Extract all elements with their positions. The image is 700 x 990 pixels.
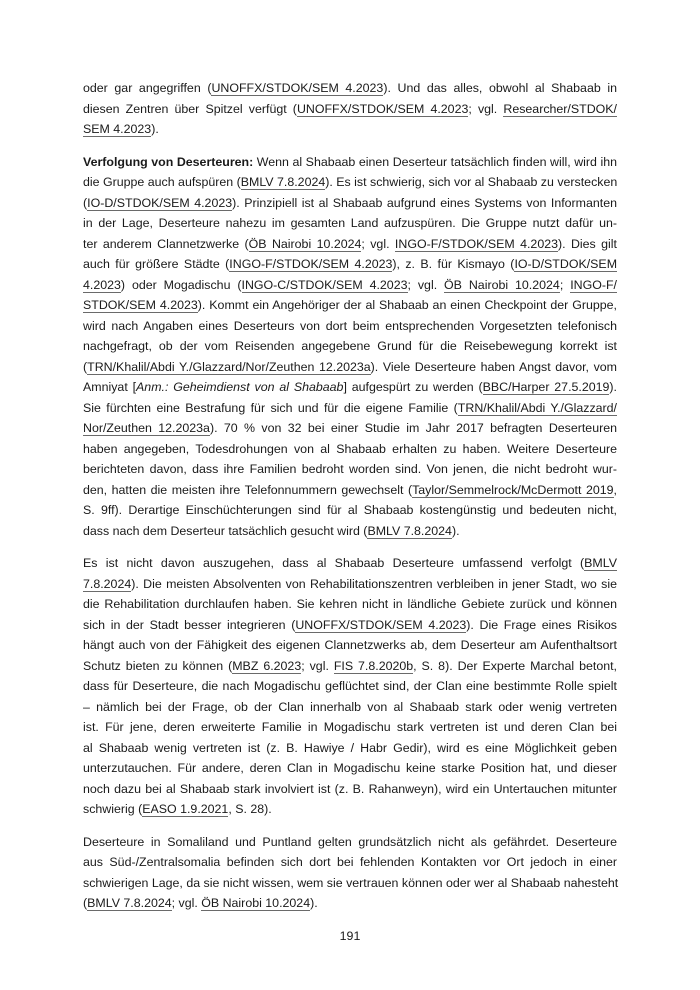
text-run: Es ist nicht davon auszugehen, dass al Shabaab Deserteure umfassend verfolgt ( [83, 556, 585, 570]
text-line [83, 656, 617, 677]
text-run: die Rehabilitation durchlaufen haben. Sie kehren nicht in ländliche Gebiete zurück und können [83, 597, 617, 611]
text-line [83, 697, 617, 718]
text-line [83, 193, 617, 214]
text-run: dass nach dem Deserteur tatsächlich gesucht wird ( [83, 523, 368, 538]
source-citation-link[interactable]: Researcher/STDOK/ [503, 101, 617, 116]
text-run: aus Süd-/Zentralsomalia befinden sich dort bei fehlenden Kontakten vor Ort jedoch in einer [83, 855, 617, 869]
text-run: Wenn al Shabaab einen Deserteur tatsächlich finden will, wird ihn [253, 154, 618, 169]
text-line [83, 676, 617, 697]
text-run: ). [609, 380, 617, 394]
source-citation-link[interactable]: INGO-C/STDOK/SEM 4.2023 [241, 277, 408, 292]
text-run: ). Kommt ein Angehöriger der al Shabaab an einen Checkpoint der Gruppe, [197, 298, 617, 312]
source-citation-link[interactable]: TRN/Khalil/Abdi Y./Glazzard/ [457, 400, 617, 415]
text-run: , S. 8). Der Experte Marchal betont, [413, 658, 618, 673]
text-run: haben angegeben, Todesdrohungen von al Shabaab erhalten zu haben. Weitere Deserteure [83, 441, 617, 456]
source-citation-link[interactable]: BMLV 7.8.2024 [87, 896, 172, 910]
text-line [83, 480, 617, 501]
source-citation-link[interactable]: UNOFFX/STDOK/SEM 4.2023 [296, 101, 469, 116]
text-run: wird nach Angaben eines Deserteurs von dort beim entsprechenden Vorgesetzten telefonisch [83, 318, 617, 333]
text-line [83, 758, 617, 779]
source-citation-link[interactable]: IO-D/STDOK/SEM [514, 257, 618, 271]
text-run: unterzutauchen. Für andere, deren Clan in Mogadischu keine starke Position hat, und dieser [83, 761, 617, 775]
text-line [83, 398, 617, 419]
text-line [83, 615, 617, 636]
paragraph [83, 553, 617, 820]
source-citation-link[interactable]: UNOFFX/STDOK/SEM 4.2023 [211, 81, 384, 95]
source-citation-link[interactable]: STDOK/SEM 4.2023 [83, 298, 198, 312]
text-line [83, 799, 617, 820]
source-citation-link[interactable]: BBC/Harper 27.5.2019 [482, 380, 610, 394]
text-line [83, 213, 617, 234]
text-run: hängt auch von der Fähigkeit des eigenen Clannetzwerks ab, dem Deserteur am Aufenthaltsort [83, 638, 617, 652]
text-line [83, 521, 617, 542]
source-citation-link[interactable]: BMLV [584, 556, 617, 570]
text-line [83, 738, 617, 759]
text-line [83, 78, 617, 99]
annotation-text: Anm.: Geheimdienst von al Shabaab [136, 380, 344, 394]
text-line [83, 295, 617, 316]
text-run: ( [83, 195, 88, 210]
text-line [83, 500, 617, 521]
text-run: ). Viele Deserteure haben Angst davor, vom [370, 359, 617, 374]
text-line [83, 357, 617, 378]
text-line [83, 893, 617, 914]
text-run: ) oder Mogadischu ( [120, 277, 242, 292]
text-run: dass für Deserteure, die nach Mogadischu geflüchtet sind, der Clan eine bestimmte Rolle spielt [83, 679, 617, 693]
text-run: ). Es ist schwierig, sich vor al Shabaab zu verstecken [325, 175, 618, 189]
text-line [83, 439, 617, 460]
source-citation-link[interactable]: INGO-F/STDOK/SEM 4.2023 [394, 236, 558, 251]
text-line [83, 852, 617, 873]
text-line [83, 172, 617, 193]
source-citation-link[interactable]: ÖB Nairobi 10.2024 [444, 277, 560, 292]
page-number: 191 [339, 929, 361, 943]
text-run: schwierig ( [83, 802, 143, 816]
text-run: ] aufgespürt zu werden ( [343, 380, 483, 394]
text-run: ter anderem Clannetzwerke ( [83, 236, 249, 251]
text-run: oder gar angegriffen ( [83, 81, 212, 95]
text-run: ). Die Frage eines Risikos [466, 617, 617, 632]
text-line [83, 459, 617, 480]
source-citation-link[interactable]: IO-D/STDOK/SEM 4.2023 [87, 195, 233, 210]
text-line [83, 152, 617, 173]
text-run: ). Dies gilt [558, 236, 617, 251]
text-line [83, 377, 617, 398]
text-line [83, 594, 617, 615]
source-citation-link[interactable]: SEM 4.2023 [83, 122, 152, 136]
source-citation-link[interactable]: MBZ 6.2023 [232, 658, 302, 673]
text-line [83, 254, 617, 275]
source-citation-link[interactable]: INGO-F/STDOK/SEM 4.2023 [229, 257, 393, 271]
text-run: , [613, 482, 617, 497]
text-run: Sie fürchten eine Bestrafung für sich und für die eigene Familie ( [83, 400, 458, 415]
text-line [83, 275, 617, 296]
section-label: Verfolgung von Deserteuren: [83, 154, 254, 169]
text-run: auch für größere Städte ( [83, 257, 230, 271]
text-line [83, 418, 617, 439]
text-line [83, 316, 617, 337]
source-citation-link[interactable]: 4.2023 [83, 277, 121, 292]
source-citation-link[interactable]: Nor/Zeuthen 12.2023a [83, 421, 210, 435]
source-citation-link[interactable]: TRN/Khalil/Abdi Y./Glazzard/Nor/Zeuthen 12.2023a [87, 359, 371, 374]
paragraph [83, 78, 617, 140]
text-run: ). 70 % von 32 bei einer Studie im Jahr 2017 befragten Deserteuren [209, 421, 618, 435]
text-line [83, 873, 617, 894]
text-run: Amniyat [ [83, 380, 137, 394]
source-citation-link[interactable]: UNOFFX/STDOK/SEM 4.2023 [295, 617, 467, 632]
text-run: ; vgl. [468, 101, 504, 116]
source-citation-link[interactable]: 7.8.2024 [83, 576, 132, 591]
text-run: noch dazu bei al Shabaab stark involviert ist (z. B. Rahanweyn), wird ein Untertauchen mitunter [83, 781, 617, 796]
text-run: ). [451, 523, 460, 538]
text-line [83, 717, 617, 738]
text-run: ). Die meisten Absolventen von Rehabilitationszentren verbleiben in jener Stadt, wo sie [131, 576, 617, 591]
text-run: , S. 28). [228, 802, 272, 816]
text-run: die Gruppe auch aufspüren ( [83, 175, 241, 189]
text-run: ; vgl. [407, 277, 445, 292]
text-run: Schutz bieten zu können ( [83, 658, 233, 673]
text-run: – nämlich bei der Frage, ob der Clan innerhalb von al Shabaab stark oder wenig vertreten [83, 699, 617, 714]
text-run: Deserteure in Somaliland und Puntland gelten grundsätzlich nicht als gefährdet. Deserteure [83, 834, 617, 849]
text-run: in der Lage, Deserteure nahezu im gesamten Land aufzuspüren. Die Gruppe nutzt dafür un- [83, 216, 617, 230]
text-run: ). [310, 896, 318, 910]
source-citation-link[interactable]: FIS 7.8.2020b [333, 658, 414, 673]
text-line [83, 635, 617, 656]
source-citation-link[interactable]: ÖB Nairobi 10.2024 [201, 896, 311, 910]
text-run: ist. Für jene, deren erweiterte Familie in Mogadischu stark vertreten ist und deren Clan bei [83, 720, 617, 734]
text-line [83, 119, 617, 140]
source-citation-link[interactable]: EASO 1.9.2021 [142, 802, 229, 816]
text-run: schwierigen Lage, da sie nicht wissen, wem sie vertrauen können oder wer al Shabaab nahesteht [83, 875, 619, 890]
text-line [83, 779, 617, 800]
text-run: ; vgl. [301, 658, 334, 673]
text-run: nachgefragt, ob der vom Reisenden angegebene Grund für die Reisebewegung korrekt ist [83, 339, 617, 353]
source-citation-link[interactable]: BMLV 7.8.2024 [240, 175, 326, 189]
text-run: ; [559, 277, 571, 292]
text-run: ; vgl. [361, 236, 395, 251]
text-run: ( [83, 896, 88, 910]
text-line [83, 99, 617, 120]
text-run: al Shabaab wenig vertreten ist (z. B. Hawiye / Habr Gedir), wird es eine Möglichkeit geben [83, 740, 617, 755]
text-line [83, 553, 617, 574]
text-run: S. 9ff). Derartige Einschüchterungen sind für al Shabaab kostengünstig und bedeuten nicht, [83, 503, 617, 517]
text-run: diesen Zentren über Spitzel verfügt ( [83, 101, 297, 116]
source-citation-link[interactable]: BMLV 7.8.2024 [367, 523, 452, 538]
paragraph [83, 832, 617, 914]
text-run: ). Prinzipiell ist al Shabaab aufgrund eines Systems von Informanten [232, 195, 617, 210]
text-line [83, 832, 617, 853]
text-run: berichteten davon, dass ihre Familien bedroht worden sind. Von jenen, die nicht bedroht wur- [83, 462, 617, 476]
source-citation-link[interactable]: ÖB Nairobi 10.2024 [248, 236, 362, 251]
text-run: ( [83, 359, 88, 374]
text-line [83, 574, 617, 595]
text-run: ; vgl. [171, 896, 202, 910]
text-run: den, hatten die meisten ihre Telefonnummern gewechselt ( [83, 482, 413, 497]
paragraph [83, 152, 617, 542]
text-run: ). Und das alles, obwohl al Shabaab in [383, 81, 617, 95]
document-body [83, 78, 617, 926]
text-line [83, 234, 617, 255]
source-citation-link[interactable]: INGO-F/ [570, 277, 617, 292]
text-run: sich in der Stadt besser integrieren ( [83, 617, 296, 632]
source-citation-link[interactable]: Taylor/Semmelrock/McDermott 2019 [412, 482, 614, 497]
text-line [83, 336, 617, 357]
text-run: ). [151, 122, 159, 136]
text-run: ), z. B. für Kismayo ( [392, 257, 515, 271]
